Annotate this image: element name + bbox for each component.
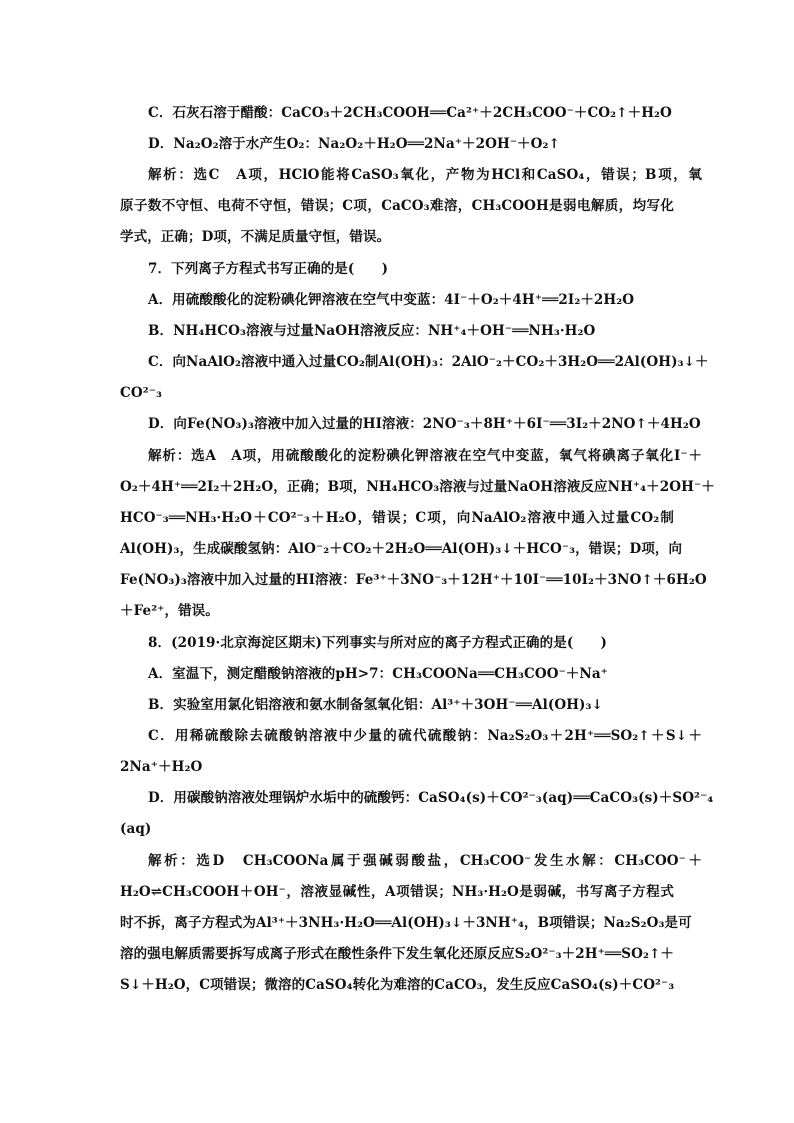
q7-analysis-line: Al(OH)₃，生成碳酸氢钠：AlO⁻₂＋CO₂＋2H₂O══Al(OH)₃↓＋HCO⁻₃，错误；D项，向 [120, 541, 683, 557]
option-d-line: D．Na₂O₂溶于水产生O₂：Na₂O₂＋H₂O══2Na⁺＋2OH⁻＋O₂↑ [148, 136, 560, 152]
q7-analysis-line: HCO⁻₃══NH₃·H₂O＋CO²⁻₃＋H₂O，错误；C项，向NaAlO₂溶液中通入过量CO₂制 [120, 510, 674, 526]
q7-analysis-line: Fe(NO₃)₃溶液中加入过量的HI溶液：Fe³⁺＋3NO⁻₃＋12H⁺＋10I⁻══10I₂＋3NO↑＋6H₂O [120, 572, 707, 588]
q8-analysis-line: 解析：选D CH₃COONa属于强碱弱酸盐，CH₃COO⁻发生水解：CH₃COO⁻＋ [148, 853, 702, 869]
q8-option-c: C．用稀硫酸除去硫酸钠溶液中少量的硫代硫酸钠：Na₂S₂O₃＋2H⁺══SO₂↑＋S↓＋ [148, 728, 702, 744]
q8-analysis-line: 时不拆，离子方程式为Al³⁺＋3NH₃·H₂O══Al(OH)₃↓＋3NH⁺₄，B项错误；Na₂S₂O₃是可 [120, 915, 692, 931]
analysis-line: 解析：选C A项，HClO能将CaSO₃氧化，产物为HCl和CaSO₄，错误；B项，氧 [148, 167, 702, 183]
q7-option-c-cont: CO²⁻₃ [120, 385, 162, 401]
analysis-line: 学式，正确；D项，不满足质量守恒，错误。 [120, 229, 391, 245]
q8-option-a: A．室温下，测定醋酸钠溶液的pH>7：CH₃COONa══CH₃COO⁻＋Na⁺ [148, 666, 608, 682]
q7-option-a: A．用硫酸酸化的淀粉碘化钾溶液在空气中变蓝：4I⁻＋O₂＋4H⁺══2I₂＋2H₂O [148, 292, 635, 308]
q8-option-c-cont: 2Na⁺＋H₂O [120, 759, 203, 775]
question-7-title: 7．下列离子方程式书写正确的是( ) [148, 261, 389, 277]
q8-analysis-line: S↓＋H₂O，C项错误；微溶的CaSO₄转化为难溶的CaCO₃，发生反应CaSO₄(s)＋CO²⁻₃ [120, 977, 675, 993]
q8-option-d-cont: (aq) [120, 821, 152, 837]
q8-option-d: D．用碳酸钠溶液处理锅炉水垢中的硫酸钙：CaSO₄(s)＋CO²⁻₃(aq)══CaCO₃(s)＋SO²⁻₄ [148, 790, 714, 806]
q8-option-b: B．实验室用氯化铝溶液和氨水制备氢氧化铝：Al³⁺＋3OH⁻══Al(OH)₃↓ [148, 697, 603, 713]
q7-option-b: B．NH₄HCO₃溶液与过量NaOH溶液反应：NH⁺₄＋OH⁻══NH₃·H₂O [148, 323, 596, 339]
option-c-line: C．石灰石溶于醋酸：CaCO₃＋2CH₃COOH══Ca²⁺＋2CH₃COO⁻＋CO₂↑＋H₂O [148, 105, 672, 121]
q7-analysis-line: 解析：选A A项，用硫酸酸化的淀粉碘化钾溶液在空气中变蓝，氧气将碘离子氧化I⁻＋ [148, 448, 702, 464]
analysis-line: 原子数不守恒、电荷不守恒，错误；C项，CaCO₃难溶，CH₃COOH是弱电解质，均写化 [120, 198, 674, 214]
q7-analysis-line: O₂＋4H⁺══2I₂＋2H₂O，正确；B项，NH₄HCO₃溶液与过量NaOH溶液反应NH⁺₄＋2OH⁻＋ [120, 479, 715, 495]
question-8-title: 8．(2019·北京海淀区期末)下列事实与所对应的离子方程式正确的是( ) [148, 635, 608, 651]
q7-option-c: C．向NaAlO₂溶液中通入过量CO₂制Al(OH)₃：2AlO⁻₂＋CO₂＋3H₂O══2Al(OH)₃↓＋ [148, 354, 709, 370]
q8-analysis-line: H₂O⇌CH₃COOH＋OH⁻，溶液显碱性，A项错误；NH₃·H₂O是弱碱，书写离子方程式 [120, 884, 674, 900]
q7-option-d: D．向Fe(NO₃)₃溶液中加入过量的HI溶液：2NO⁻₃＋8H⁺＋6I⁻══3I₂＋2NO↑＋4H₂O [148, 416, 701, 432]
q8-analysis-line: 溶的强电解质需要拆写成离子形式在酸性条件下发生氧化还原反应S₂O²⁻₃＋2H⁺══SO₂↑＋ [120, 946, 674, 962]
q7-analysis-line: ＋Fe²⁺，错误。 [120, 603, 219, 619]
